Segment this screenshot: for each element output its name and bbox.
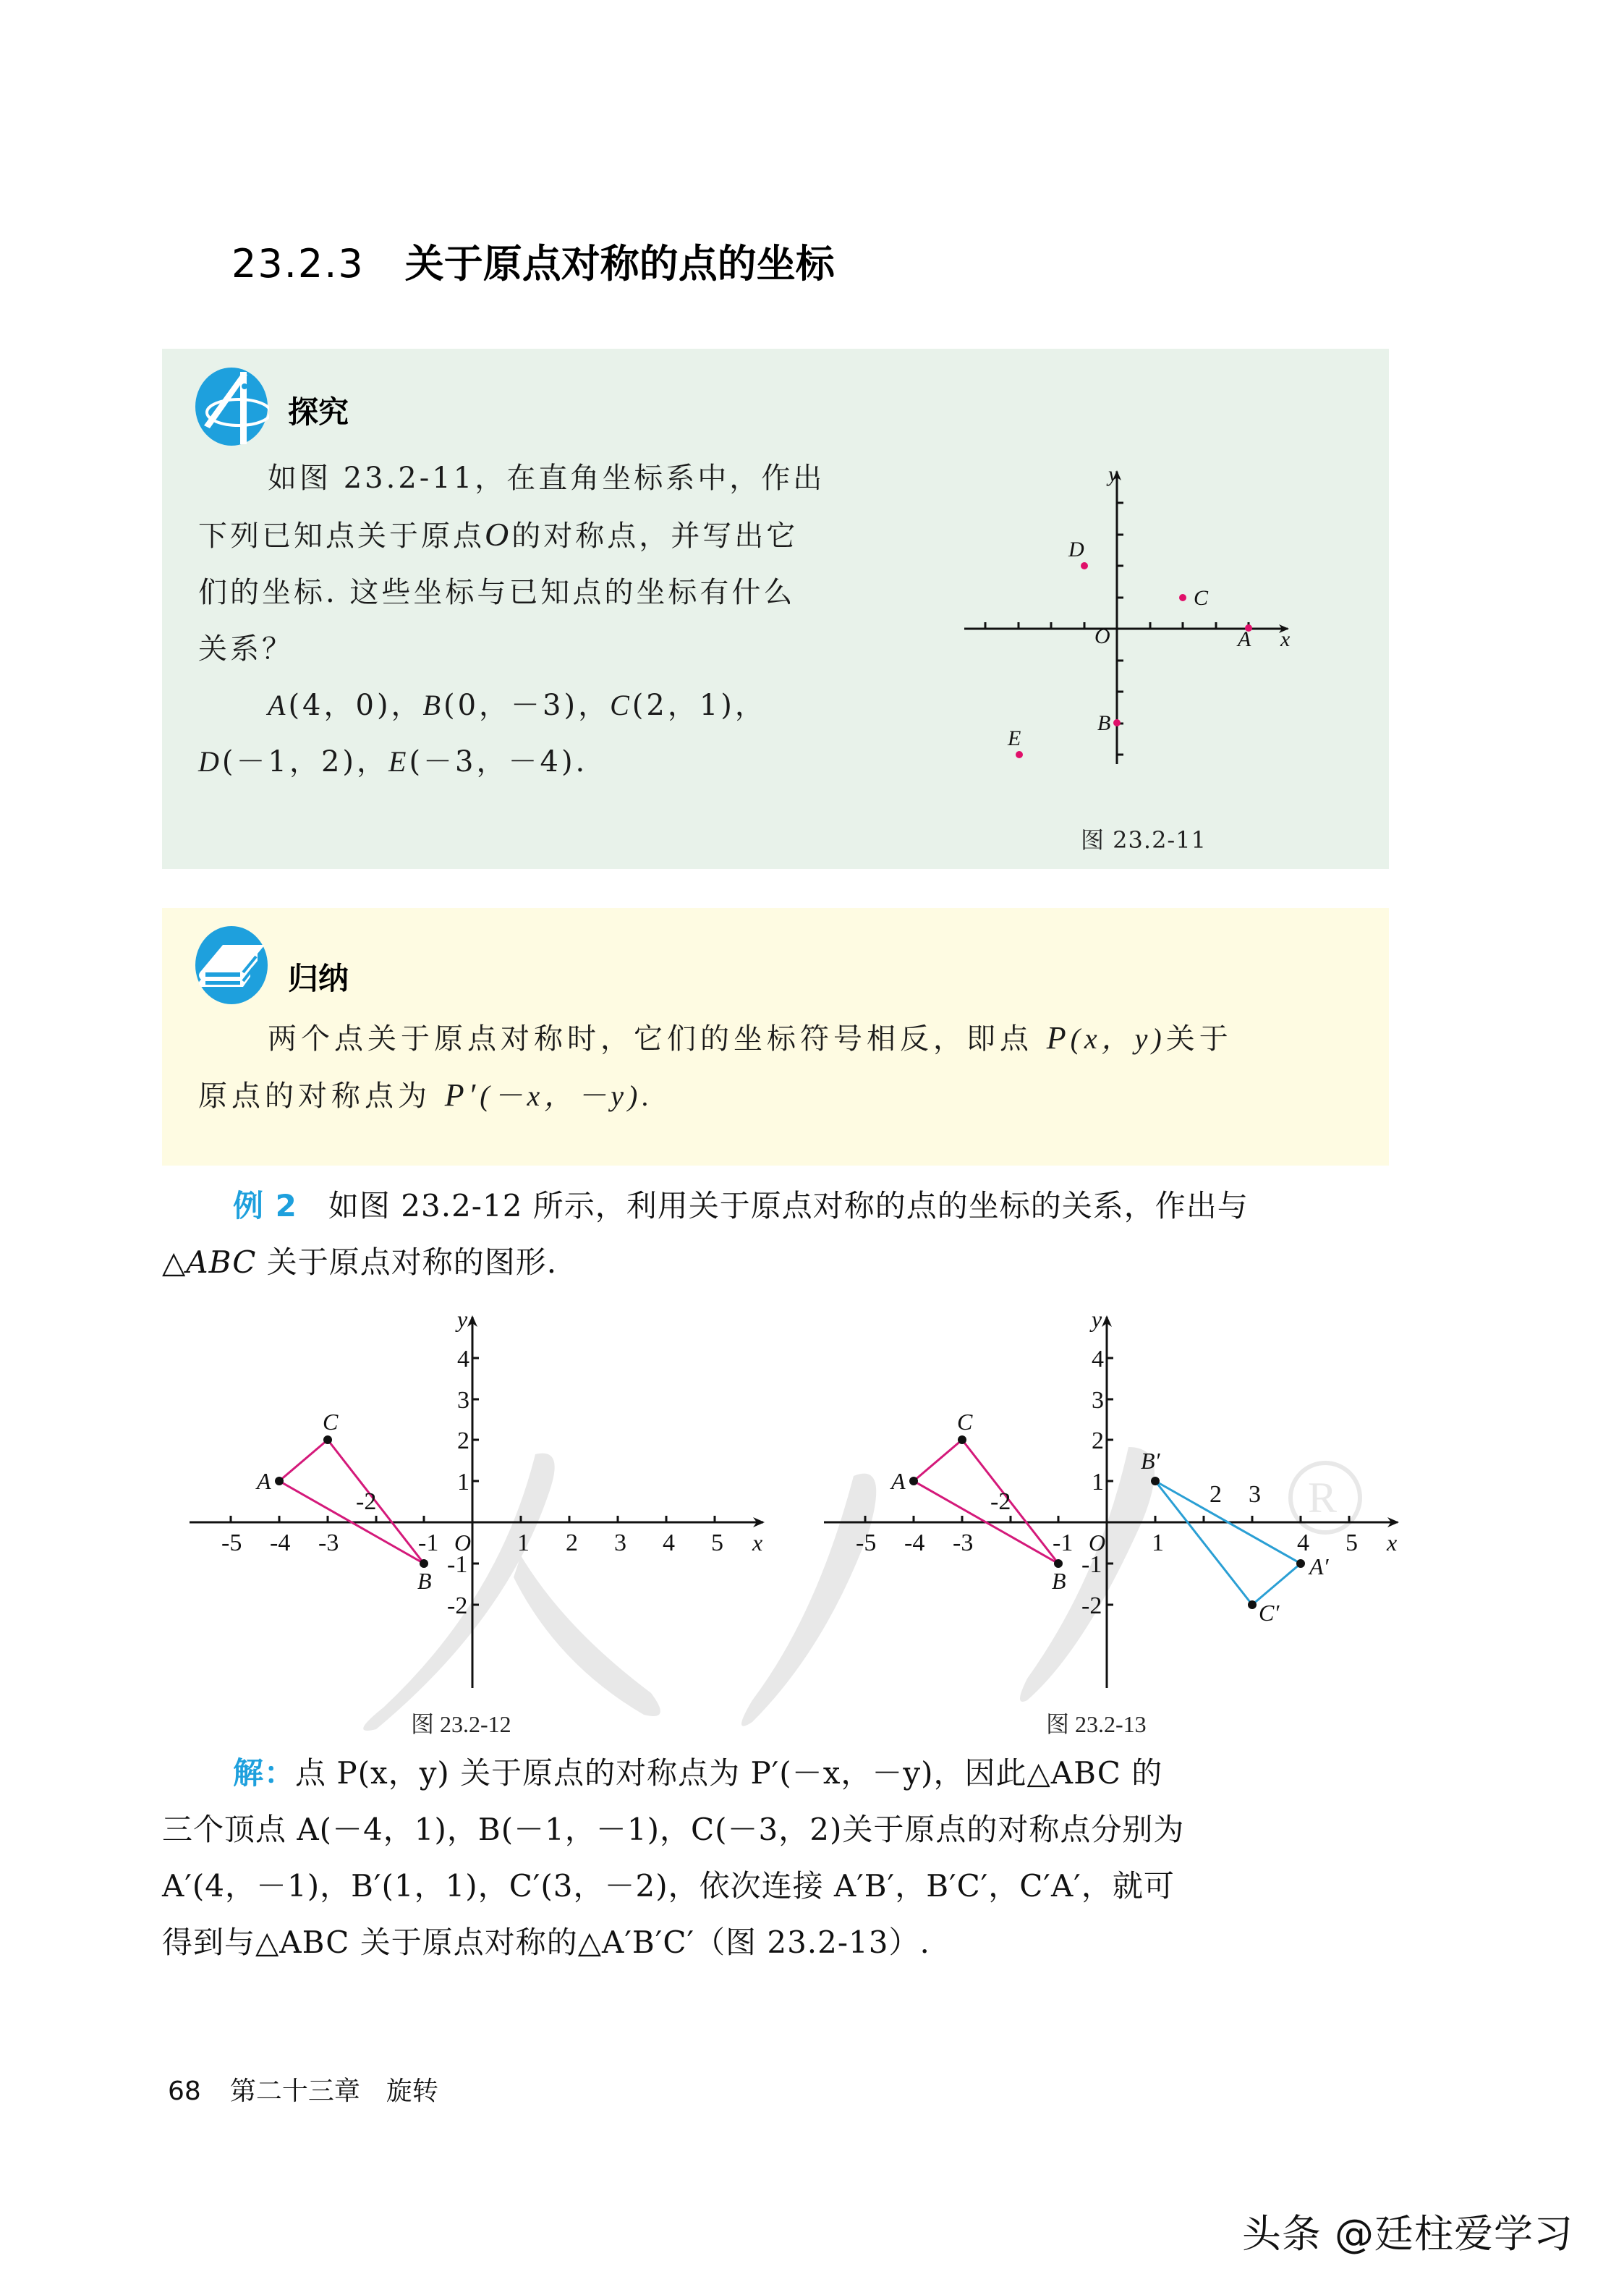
svg-text:-5: -5 bbox=[856, 1530, 877, 1556]
figure-23-2-11 bbox=[955, 449, 1360, 796]
summary-line: 两个点关于原点对称时，它们的坐标符号相反，即点 P(x，y)关于 bbox=[268, 1020, 1233, 1056]
svg-text:B: B bbox=[417, 1568, 432, 1594]
svg-text:C: C bbox=[1194, 586, 1209, 610]
svg-text:1: 1 bbox=[1152, 1530, 1164, 1556]
point-C bbox=[1179, 594, 1186, 601]
svg-text:图 23.2-13: 图 23.2-13 bbox=[1046, 1711, 1147, 1737]
svg-text:3: 3 bbox=[1092, 1387, 1104, 1414]
figure-caption: 图 23.2-11 bbox=[1081, 826, 1207, 854]
svg-text:4: 4 bbox=[457, 1346, 469, 1373]
svg-text:C: C bbox=[957, 1409, 973, 1435]
section-number: 23.2.3 bbox=[231, 241, 365, 287]
summary-line: 原点的对称点为 P′(－x，－y). bbox=[198, 1077, 654, 1113]
svg-text:-3: -3 bbox=[953, 1530, 974, 1556]
svg-text:R: R bbox=[1308, 1474, 1338, 1522]
svg-text:-2: -2 bbox=[356, 1488, 377, 1515]
page-number: 68 bbox=[168, 2076, 201, 2106]
point-D bbox=[1081, 562, 1088, 569]
svg-text:3: 3 bbox=[457, 1387, 469, 1414]
section-title: 关于原点对称的点的坐标 bbox=[404, 241, 835, 287]
chapter-title: 第二十三章 旋转 bbox=[229, 2076, 438, 2106]
svg-text:1: 1 bbox=[457, 1469, 469, 1496]
solution-line: 得到与△ABC 关于原点对称的△A′B′C′（图 23.2-13）. bbox=[162, 1925, 930, 1960]
svg-text:x: x bbox=[1387, 1530, 1398, 1556]
svg-text:C: C bbox=[323, 1409, 339, 1435]
figures-12-13 bbox=[0, 1288, 1624, 1765]
svg-text:2: 2 bbox=[457, 1427, 469, 1454]
svg-text:C′: C′ bbox=[1259, 1600, 1280, 1626]
svg-text:y: y bbox=[1108, 462, 1118, 486]
figure-23-2-12 bbox=[190, 1306, 763, 1737]
explore-line: 如图 23.2-11，在直角坐标系中，作出 bbox=[268, 462, 825, 495]
explore-line: 们的坐标. 这些坐标与已知点的坐标有什么 bbox=[198, 576, 796, 609]
point-B bbox=[1113, 719, 1121, 726]
svg-text:-2: -2 bbox=[447, 1592, 468, 1619]
svg-text:2: 2 bbox=[1092, 1427, 1104, 1454]
svg-text:y: y bbox=[457, 1306, 468, 1332]
svg-text:图 23.2-12: 图 23.2-12 bbox=[411, 1711, 511, 1737]
example-label: 例 2 bbox=[233, 1188, 297, 1223]
svg-text:4: 4 bbox=[663, 1530, 675, 1556]
svg-text:-5: -5 bbox=[221, 1530, 242, 1556]
svg-text:3: 3 bbox=[614, 1530, 626, 1556]
svg-text:A′: A′ bbox=[1309, 1553, 1329, 1579]
svg-text:4: 4 bbox=[1092, 1346, 1104, 1373]
books-icon bbox=[194, 925, 269, 1006]
svg-text:O: O bbox=[1094, 624, 1110, 648]
svg-text:-1: -1 bbox=[418, 1530, 439, 1556]
svg-text:-1: -1 bbox=[1081, 1551, 1102, 1578]
svg-text:D: D bbox=[1068, 538, 1084, 561]
summary-text bbox=[198, 1010, 1370, 1124]
example-2: 例 2 如图 23.2-12 所示，利用关于原点对称的点的坐标的关系，作出与 △ABC 关于原点对称的图形. bbox=[162, 1188, 1249, 1280]
svg-text:1: 1 bbox=[1092, 1469, 1104, 1496]
credit-watermark: 头条 @廷柱爱学习 bbox=[1241, 2211, 1573, 2257]
svg-text:-2: -2 bbox=[1081, 1592, 1102, 1619]
svg-text:4: 4 bbox=[1297, 1530, 1309, 1556]
solution-line: 三个顶点 A(－4，1)，B(－1，－1)，C(－3，2)关于原点的对称点分别为 bbox=[162, 1812, 1185, 1847]
svg-text:B: B bbox=[1097, 711, 1111, 735]
svg-text:y: y bbox=[1092, 1306, 1102, 1332]
svg-text:-2: -2 bbox=[990, 1488, 1011, 1515]
svg-text:B′: B′ bbox=[1141, 1448, 1160, 1474]
svg-text:-4: -4 bbox=[270, 1530, 291, 1556]
svg-text:A: A bbox=[1238, 627, 1251, 651]
svg-text:2: 2 bbox=[1210, 1481, 1222, 1508]
section-heading bbox=[231, 239, 835, 289]
svg-text:-3: -3 bbox=[318, 1530, 339, 1556]
explore-line: 关系？ bbox=[198, 632, 294, 666]
solution-line: 点 P(x，y) 关于原点的对称点为 P′(－x，－y)，因此△ABC 的 bbox=[295, 1755, 1163, 1791]
points-line-1: A(4，0)，B(0，－3)，C(2，1)， bbox=[268, 689, 767, 722]
compass-icon bbox=[194, 366, 269, 447]
point-E bbox=[1016, 751, 1023, 758]
points-line-2: D(－1，2)，E(－3，－4). bbox=[198, 745, 588, 778]
explore-line: 下列已知点关于原点O的对称点，并写出它 bbox=[198, 516, 799, 553]
solution-label: 解： bbox=[233, 1755, 296, 1791]
svg-text:-1: -1 bbox=[1053, 1530, 1074, 1556]
figure-23-2-13 bbox=[824, 1306, 1398, 1737]
svg-text:B: B bbox=[1052, 1568, 1066, 1594]
explore-text bbox=[198, 450, 907, 790]
svg-text:1: 1 bbox=[517, 1530, 530, 1556]
svg-text:A: A bbox=[891, 1468, 906, 1494]
example-text: 如图 23.2-12 所示，利用关于原点对称的点的坐标的关系，作出与 bbox=[328, 1188, 1249, 1223]
explore-label: 探究 bbox=[288, 394, 349, 430]
summary-label: 归纳 bbox=[288, 961, 349, 996]
svg-text:A: A bbox=[257, 1468, 271, 1494]
svg-text:-4: -4 bbox=[904, 1530, 925, 1556]
svg-text:x: x bbox=[752, 1530, 763, 1556]
svg-text:O: O bbox=[1089, 1530, 1106, 1556]
svg-text:E: E bbox=[1008, 726, 1021, 750]
svg-text:5: 5 bbox=[1345, 1530, 1358, 1556]
svg-text:5: 5 bbox=[711, 1530, 723, 1556]
solution-line: A′(4，－1)，B′(1，1)，C′(3，－2)，依次连接 A′B′，B′C′，C′A′，就可 bbox=[162, 1868, 1175, 1904]
svg-text:3: 3 bbox=[1249, 1481, 1261, 1508]
page-footer bbox=[168, 2071, 438, 2108]
solution bbox=[162, 1745, 1392, 1971]
svg-text:2: 2 bbox=[566, 1530, 578, 1556]
svg-text:O: O bbox=[454, 1530, 472, 1556]
svg-text:x: x bbox=[1280, 627, 1291, 651]
svg-text:-1: -1 bbox=[447, 1551, 468, 1578]
